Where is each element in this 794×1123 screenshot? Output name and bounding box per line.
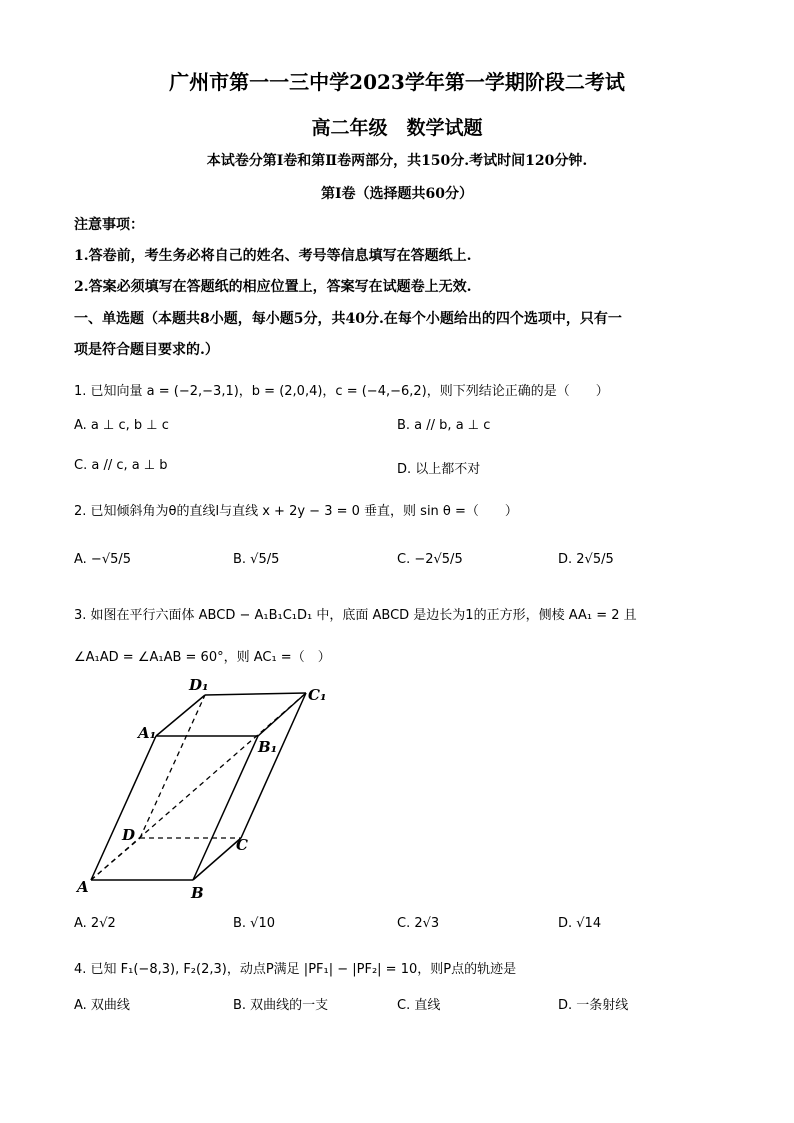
question-4-option-d: D. 一条射线	[558, 998, 629, 1013]
label-d: D	[122, 826, 136, 844]
question-2-option-c: C. −2√5/5	[397, 552, 463, 567]
label-a: A	[77, 878, 89, 896]
note-item-2: 2.答案必须填写在答题纸的相应位置上，答案写在试题卷上无效.	[74, 279, 472, 295]
section-heading: 第Ⅰ卷（选择题共60分）	[320, 186, 474, 202]
question-1-option-a: A. a ⊥ c, b ⊥ c	[74, 418, 169, 433]
question-1-option-b: B. a // b, a ⊥ c	[397, 418, 491, 433]
exam-intro: 本试卷分第Ⅰ卷和第Ⅱ卷两部分，共150分.考试时间120分钟.	[206, 153, 588, 169]
question-3-option-b: B. √10	[233, 916, 276, 931]
question-2-option-b: B. √5/5	[233, 552, 280, 567]
question-1-option-c: C. a // c, a ⊥ b	[74, 458, 168, 473]
question-1-stem: 1. 已知向量 a = (−2,−3,1)，b = (2,0,4)，c = (−4,−6,2)，则下列结论正确的是（ ）	[74, 384, 609, 399]
label-d1: D₁	[189, 676, 209, 694]
notes-heading: 注意事项：	[74, 217, 144, 233]
question-2-option-d: D. 2√5/5	[558, 552, 614, 567]
label-b: B	[191, 884, 204, 902]
question-3-stem-line2: ∠A₁AD = ∠A₁AB = 60°，则 AC₁ =（ ）	[74, 650, 331, 665]
question-3-option-a: A. 2√2	[74, 916, 116, 931]
question-3-option-c: C. 2√3	[397, 916, 440, 931]
question-3-option-d: D. √14	[558, 916, 602, 931]
label-c: C	[236, 836, 248, 854]
exam-subtitle: 高二年级 数学试题	[311, 117, 483, 139]
question-4-option-b: B. 双曲线的一支	[233, 998, 329, 1013]
label-b1: B₁	[258, 738, 278, 756]
parallelepiped-figure	[70, 670, 350, 905]
part1-instruction-line1: 一、单选题（本题共8小题，每小题5分，共40分.在每个小题给出的四个选项中，只有一	[74, 311, 622, 327]
question-3-stem-line1: 3. 如图在平行六面体 ABCD − A₁B₁C₁D₁ 中，底面 ABCD 是边长为1的正方形，侧棱 AA₁ = 2 且	[74, 608, 637, 623]
question-2-stem: 2. 已知倾斜角为θ的直线l与直线 x + 2y − 3 = 0 垂直，则 sin θ =（ ）	[74, 504, 518, 519]
label-c1: C₁	[308, 686, 327, 704]
question-2-option-a: A. −√5/5	[74, 552, 132, 567]
label-a1: A₁	[138, 724, 157, 742]
note-item-1: 1.答卷前，考生务必将自己的姓名、考号等信息填写在答题纸上.	[74, 248, 472, 264]
question-4-stem: 4. 已知 F₁(−8,3), F₂(2,3)，动点P满足 |PF₁| − |PF₂| = 10，则P点的轨迹是	[74, 962, 517, 977]
question-4-option-a: A. 双曲线	[74, 998, 130, 1013]
question-1-option-d: D. 以上都不对	[397, 462, 481, 477]
part1-instruction-line2: 项是符合题目要求的.）	[74, 342, 219, 358]
exam-title: 广州市第一一三中学2023学年第一学期阶段二考试	[169, 70, 625, 94]
question-4-option-c: C. 直线	[397, 998, 441, 1013]
